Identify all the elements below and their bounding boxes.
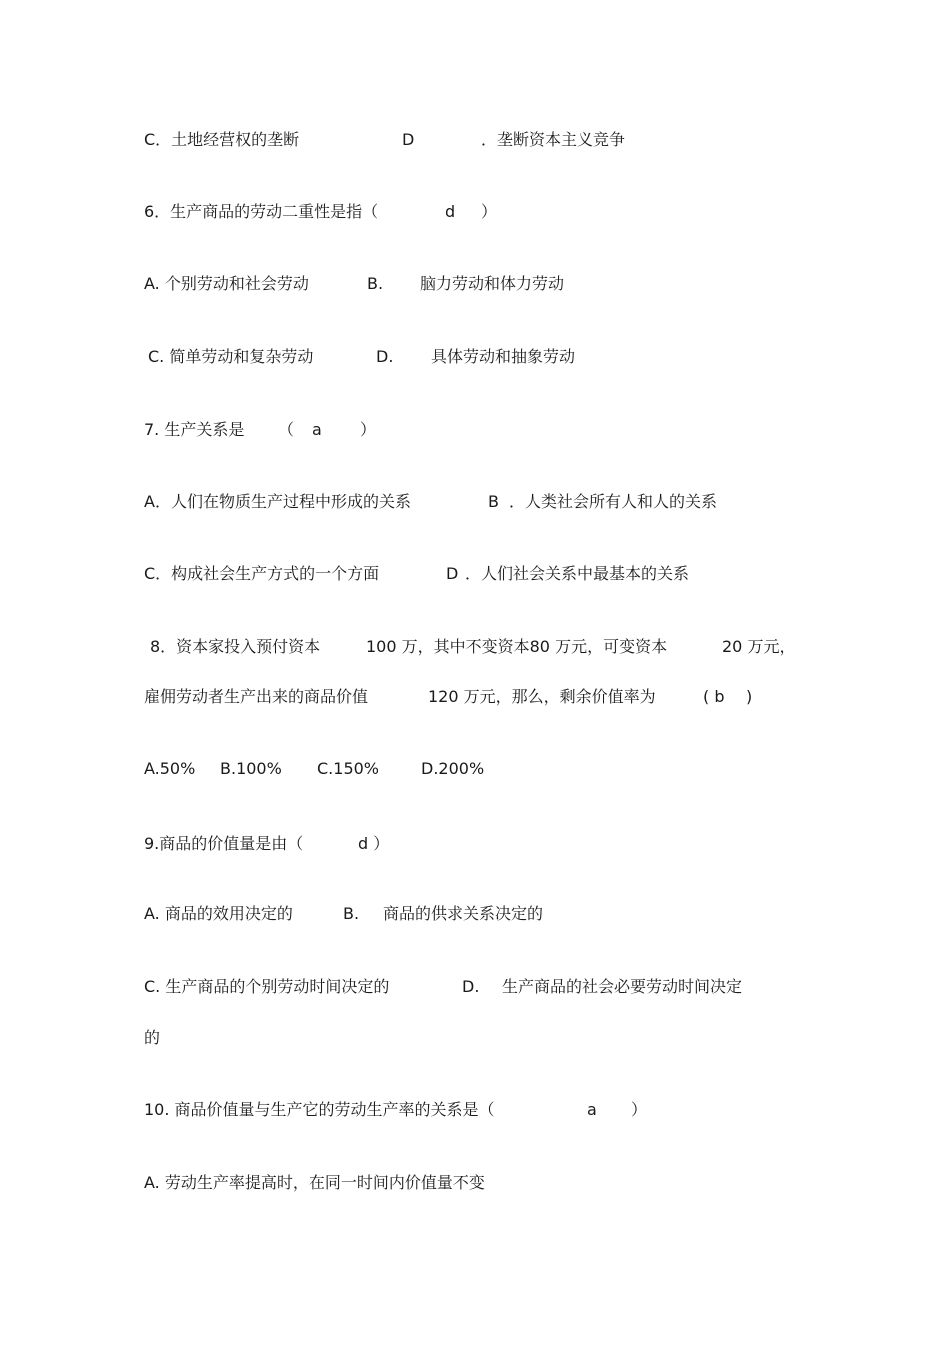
text-segment: D	[446, 564, 459, 583]
text-segment: C．土地经营权的垄断	[144, 130, 300, 149]
text-segment: d ）	[358, 834, 390, 853]
text-segment: C. 生产商品的个别劳动时间决定的	[144, 977, 390, 996]
text-segment: 9.商品的价值量是由（	[144, 834, 304, 853]
text-segment: 生产商品的社会必要劳动时间决定	[502, 977, 743, 996]
text-segment: B.100%	[220, 759, 282, 778]
text-segment: ）	[631, 1100, 648, 1119]
text-segment: a	[312, 420, 322, 439]
text-segment: C. 简单劳动和复杂劳动	[148, 347, 314, 366]
text-segment: B.	[367, 274, 384, 293]
text-segment: C．构成社会生产方式的一个方面	[144, 564, 380, 583]
text-segment: D.200%	[421, 759, 485, 778]
text-segment: B.	[343, 904, 360, 923]
text-segment: 商品的供求关系决定的	[383, 904, 544, 923]
text-segment: 具体劳动和抽象劳动	[431, 347, 576, 366]
text-segment: D.	[376, 347, 394, 366]
text-segment: 6．生产商品的劳动二重性是指（	[144, 202, 379, 221]
text-segment: D.	[462, 977, 480, 996]
text-segment: B	[488, 492, 499, 511]
text-segment: D	[402, 130, 415, 149]
text-segment: 20 万元，	[722, 637, 796, 656]
text-segment: A.50%	[144, 759, 196, 778]
text-segment: a	[587, 1100, 597, 1119]
text-segment: 的	[144, 1028, 161, 1047]
text-segment: ）	[360, 420, 377, 439]
text-segment: )	[746, 687, 753, 706]
text-segment: A. 个别劳动和社会劳动	[144, 274, 309, 293]
text-segment: 120 万元，那么，剩余价值率为	[428, 687, 656, 706]
text-segment: （	[278, 420, 295, 439]
text-segment: 脑力劳动和体力劳动	[420, 274, 565, 293]
text-segment: A. 劳动生产率提高时，在同一时间内价值量不变	[144, 1173, 485, 1192]
text-segment: ．人们社会关系中最基本的关系	[465, 564, 690, 583]
text-segment: ( b	[703, 687, 725, 706]
text-segment: A．人们在物质生产过程中形成的关系	[144, 492, 411, 511]
text-segment: ．人类社会所有人和人的关系	[509, 492, 718, 511]
text-segment: 8．资本家投入预付资本	[150, 637, 321, 656]
text-segment: C.150%	[317, 759, 379, 778]
text-segment: ．垄断资本主义竞争	[481, 130, 626, 149]
text-segment: A. 商品的效用决定的	[144, 904, 293, 923]
text-segment: 10. 商品价值量与生产它的劳动生产率的关系是（	[144, 1100, 495, 1119]
text-segment: 雇佣劳动者生产出来的商品价值	[144, 687, 369, 706]
text-segment: ）	[481, 202, 498, 221]
text-segment: 100 万，其中不变资本80 万元，可变资本	[366, 637, 668, 656]
text-segment: 7. 生产关系是	[144, 420, 245, 439]
text-segment: d	[445, 202, 456, 221]
